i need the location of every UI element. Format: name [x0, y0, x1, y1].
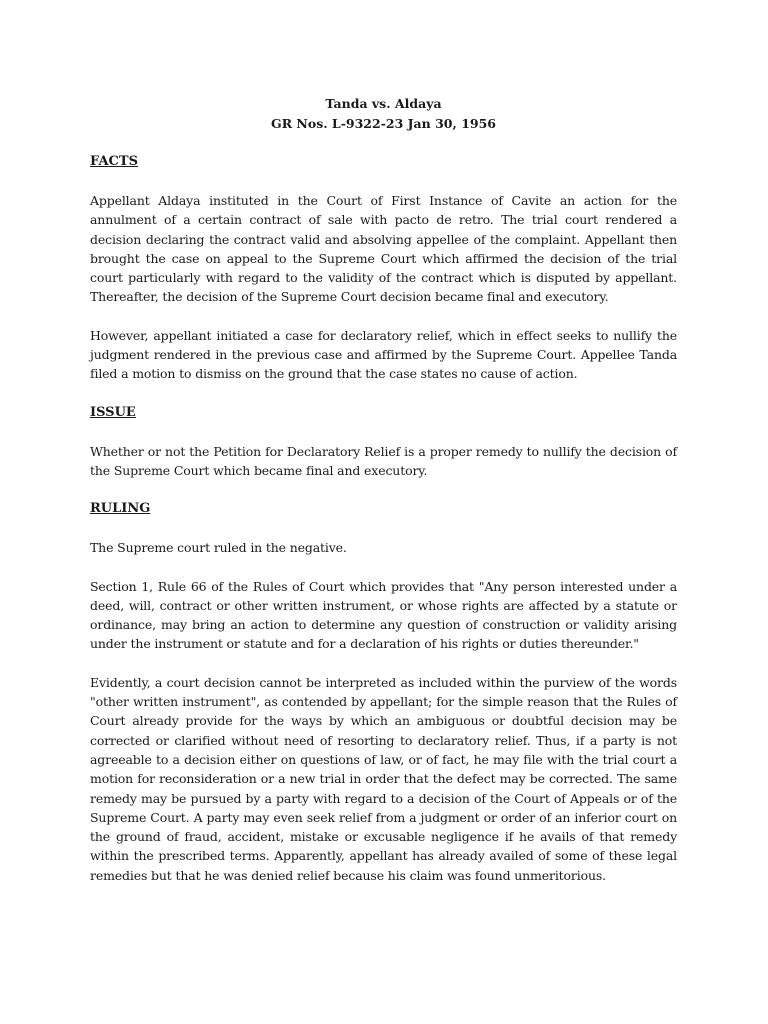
facts-heading: FACTS	[90, 154, 138, 169]
issue-heading: ISSUE	[90, 404, 136, 420]
spacer	[90, 384, 677, 403]
spacer	[90, 654, 677, 673]
ruling-paragraph-2: Section 1, Rule 66 of the Rules of Court which provides that "Any person interested under a deed, will, contract or other written instrument, or whose rights are affected by a statute or ordinance, may bring an action to determine any question of construction or validity arising under the instrument or statute and for a declaration of his rights or duties thereunder."	[90, 578, 677, 652]
spacer	[90, 307, 677, 326]
spacer	[90, 480, 677, 499]
facts-paragraph-2: However, appellant initiated a case for declaratory relief, which in effect seeks to nullify the judgment rendered in the previous case and affirmed by the Supreme Court. Appellee Tanda filed a motion to dismiss on the ground that the case states no cause of action.	[90, 327, 677, 382]
case-title: Tanda vs. Aldaya	[325, 96, 442, 111]
case-citation: GR Nos. L-9322-23 Jan 30, 1956	[271, 116, 496, 131]
ruling-heading: RULING	[90, 501, 151, 517]
document-page	[90, 94, 677, 885]
ruling-paragraph-1: The Supreme court ruled in the negative.	[90, 540, 347, 556]
spacer	[90, 172, 677, 191]
spacer	[90, 558, 677, 577]
spacer	[90, 519, 677, 538]
spacer	[90, 423, 677, 442]
issue-paragraph-1: Whether or not the Petition for Declaratory Relief is a proper remedy to nullify the decision of the Supreme Court which became final and executory.	[90, 443, 677, 478]
spacer	[90, 134, 677, 152]
ruling-paragraph-3: Evidently, a court decision cannot be interpreted as included within the purview of the words "other written instrument", as contended by appellant; for the simple reason that the Rules of Court already provide for the ways by which an ambiguous or doubtful decision may be corrected or clarified without need of resorting to declaratory relief. Thus, if a party is not agreeable to a decision either on questions of law, or of fact, he may file with the trial court a motion for reconsideration or a new trial in order that the defect may be corrected. The same remedy may be pursued by a party with regard to a decision of the Court of Appeals or of the Supreme Court. A party may even seek relief from a judgment or order of an inferior court on the ground of fraud, accident, mistake or excusable negligence if he avails of that remedy within the prescribed terms. Apparently, appellant has already availed of some of these legal remedies but that he was denied relief because his claim was found unmeritorious.	[90, 674, 677, 883]
facts-paragraph-1: Appellant Aldaya instituted in the Court of First Instance of Cavite an action for the annulment of a certain contract of sale with pacto de retro. The trial court rendered a decision declaring the contract valid and absolving appellee of the complaint. Appellant then brought the case on appeal to the Supreme Court which affirmed the decision of the trial court particularly with regard to the validity of the contract which is disputed by appellant. Thereafter, the decision of the Supreme Court decision became final and executory.	[90, 193, 677, 305]
